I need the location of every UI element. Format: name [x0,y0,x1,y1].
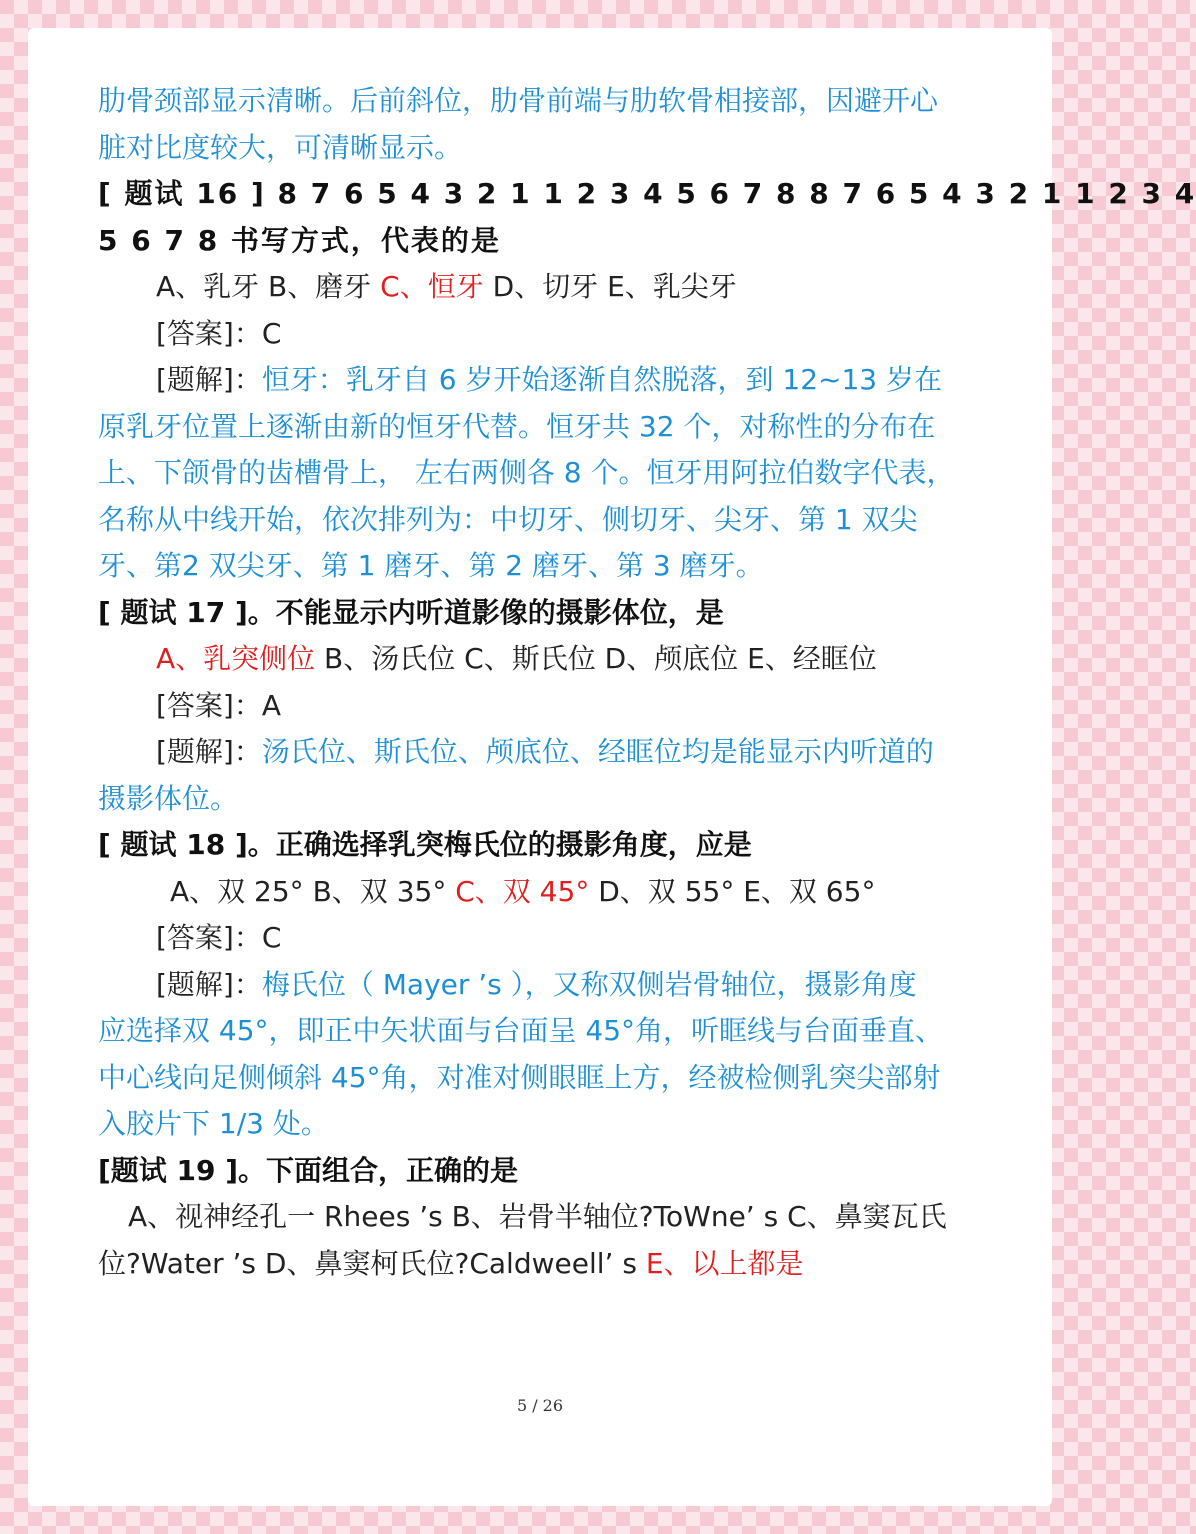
explanation-text: 摄影体位。 [98,781,239,815]
question-17-options [98,636,982,683]
option-text: 位?Water ’s D、鼻窦柯氏位?Caldweell’ s [98,1246,646,1280]
question-19-options: A、视神经孔一 Rhees ’s B、岩骨半轴位?ToWne’ s C、鼻窦瓦氏 [128,1200,947,1233]
document-page [28,28,1196,1506]
intro-text-line: 脏对比度较大，可清晰显示。 [98,130,463,164]
question-17-answer: [答案]：A [156,688,282,722]
question-19-title: [题试 19 ]。下面组合，正确的是 [98,1153,519,1187]
explanation-text: 汤氏位、斯氏位、颅底位、经眶位均是能显示内听道的 [261,735,934,768]
correct-option: E、以上都是 [645,1246,804,1280]
question-16-title-cont: 5 6 7 8 书写方式，代表的是 [98,223,501,257]
correct-option: A、乳突侧位 [156,642,316,675]
question-19-options-cont [98,1241,982,1288]
option-text: B、汤氏位 C、斯氏位 D、颅底位 E、经眶位 [315,642,877,675]
explanation-label: [题解]： [156,735,262,768]
question-17-title: [ 题试 17 ]。不能显示内听道影像的摄影体位，是 [98,595,724,629]
explanation-text: 入胶片下 1/3 处。 [98,1107,329,1140]
question-18-explanation [98,962,982,1009]
question-17-explanation [98,729,982,776]
explanation-text: 上、下颌骨的齿槽骨上， 左右两侧各 8 个。恒牙用阿拉伯数字代表， [98,456,955,489]
correct-option: C、双 45° [455,874,590,908]
explanation-label: [题解]： [156,967,262,1001]
explanation-text: 牙、第2 双尖牙、第 1 磨牙、第 2 磨牙、第 3 磨牙。 [98,549,764,582]
question-16-title: [ 题试 16 ] 8 7 6 5 4 3 2 1 1 2 3 4 5 6 7 8 8 7 6 5 4 3 2 1 1 2 3 4 [98,177,1196,210]
question-16-options [98,264,982,311]
explanation-text: 原乳牙位置上逐渐由新的恒牙代替。恒牙共 32 个，对称性的分布在 [98,409,936,443]
explanation-text: 应选择双 45°，即正中矢状面与台面呈 45°角，听眶线与台面垂直、 [98,1014,944,1047]
explanation-text: 恒牙：乳牙自 6 岁开始逐渐自然脱落，到 12~13 岁在 [261,363,942,396]
page-number: 5 / 26 [516,1396,564,1415]
explanation-label: [题解]： [156,363,262,396]
correct-option: C、恒牙 [380,270,484,303]
question-16-explanation [98,357,982,404]
option-text: D、双 55° E、双 65° [589,874,876,908]
explanation-text: 名称从中线开始，依次排列为：中切牙、侧切牙、尖牙、第 1 双尖 [98,502,918,536]
question-18-answer: [答案]：C [156,921,282,954]
question-16-answer: [答案]：C [156,316,282,350]
option-text: A、双 25° B、双 35° [170,874,456,908]
option-text: A、乳牙 B、磨牙 [156,270,381,303]
intro-text-line: 肋骨颈部显示清晰。后前斜位，肋骨前端与肋软骨相接部，因避开心 [98,84,939,117]
option-text: D、切牙 E、乳尖牙 [483,270,737,303]
explanation-text: 梅氏位（ Mayer ’s ），又称双侧岩骨轴位，摄影角度 [261,967,917,1001]
question-18-options [98,869,982,916]
question-18-title: [ 题试 18 ]。正确选择乳突梅氏位的摄影角度，应是 [98,828,752,861]
explanation-text: 中心线向足侧倾斜 45°角，对准对侧眼眶上方，经被检侧乳突尖部射 [98,1060,941,1094]
